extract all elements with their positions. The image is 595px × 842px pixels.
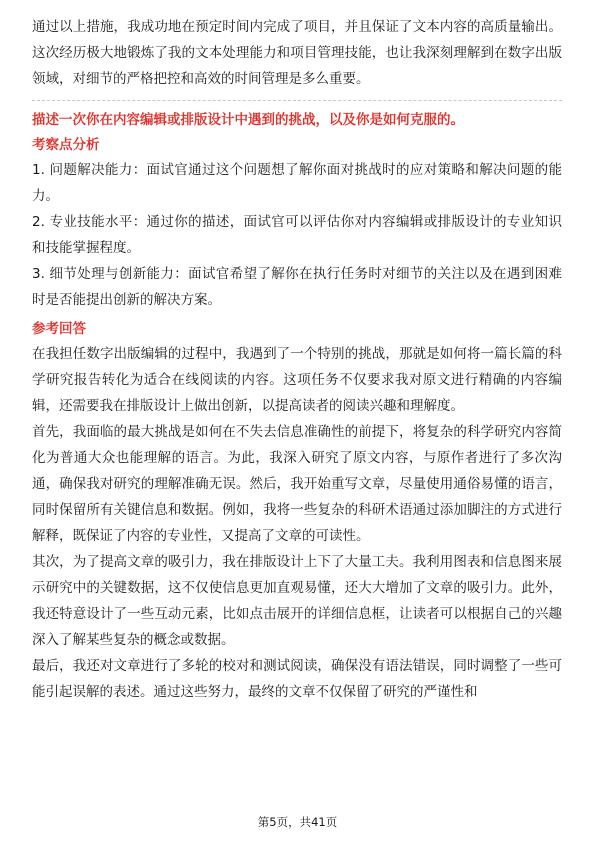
analysis-item: 1. 问题解决能力：面试官通过这个问题想了解你面对挑战时的应对策略和解决问题的能力。 xyxy=(32,162,562,204)
answer-section-title: 参考回答 xyxy=(32,321,86,337)
analysis-item: 2. 专业技能水平：通过你的描述，面试官可以评估你对内容编辑或排版设计的专业知识和技能掌握程度。 xyxy=(32,214,562,256)
analysis-item: 3. 细节处理与创新能力：面试官希望了解你在执行任务时对细节的关注以及在遇到困难时是否能提出创新的解决方案。 xyxy=(32,266,562,308)
answer-paragraph: 其次，为了提高文章的吸引力，我在排版设计上下了大量工夫。我利用图表和信息图来展示研究中的关键数据，这不仅使信息更加直观易懂，还大大增加了文章的吸引力。此外，我还特意设计了一些互动元素，比如点击展开的详细信息框，让读者可以根据自己的兴趣深入了解某些复杂的概念或数据。 xyxy=(32,554,562,648)
section-divider xyxy=(32,100,562,101)
answer-paragraph: 在我担任数字出版编辑的过程中，我遇到了一个特别的挑战，那就是如何将一篇长篇的科学研究报告转化为适合在线阅读的内容。这项任务不仅要求我对原文进行精确的内容编辑，还需要我在排版设计上做出创新，以提高读者的阅读兴趣和理解度。 xyxy=(32,346,562,414)
analysis-section-title: 考察点分析 xyxy=(32,137,100,153)
intro-paragraph: 通过以上措施，我成功地在预定时间内完成了项目，并且保证了文本内容的高质量输出。这次经历极大地锻炼了我的文本处理能力和项目管理技能，也让我深刻理解到在数字出版领域，对细节的严格把控和高效的时间管理是多么重要。 xyxy=(32,19,562,87)
answer-paragraph: 首先，我面临的最大挑战是如何在不失去信息准确性的前提下，将复杂的科学研究内容简化为普通大众也能理解的语言。为此，我深入研究了原文内容，与原作者进行了多次沟通，确保我对研究的理解准确无误。然后，我开始重写文章，尽量使用通俗易懂的语言，同时保留所有关键信息和数据。例如，我将一些复杂的科研术语通过添加脚注的方式进行解释，既保证了内容的专业性，又提高了文章的可读性。 xyxy=(32,424,562,544)
page-number-footer: 第5页，共41页 xyxy=(257,815,338,829)
interview-question: 描述一次你在内容编辑或排版设计中遇到的挑战，以及你是如何克服的。 xyxy=(32,112,464,128)
answer-paragraph: 最后，我还对文章进行了多轮的校对和测试阅读，确保没有语法错误，同时调整了一些可能引起误解的表述。通过这些努力，最终的文章不仅保留了研究的严谨性和 xyxy=(32,658,562,700)
page-content xyxy=(32,14,562,705)
